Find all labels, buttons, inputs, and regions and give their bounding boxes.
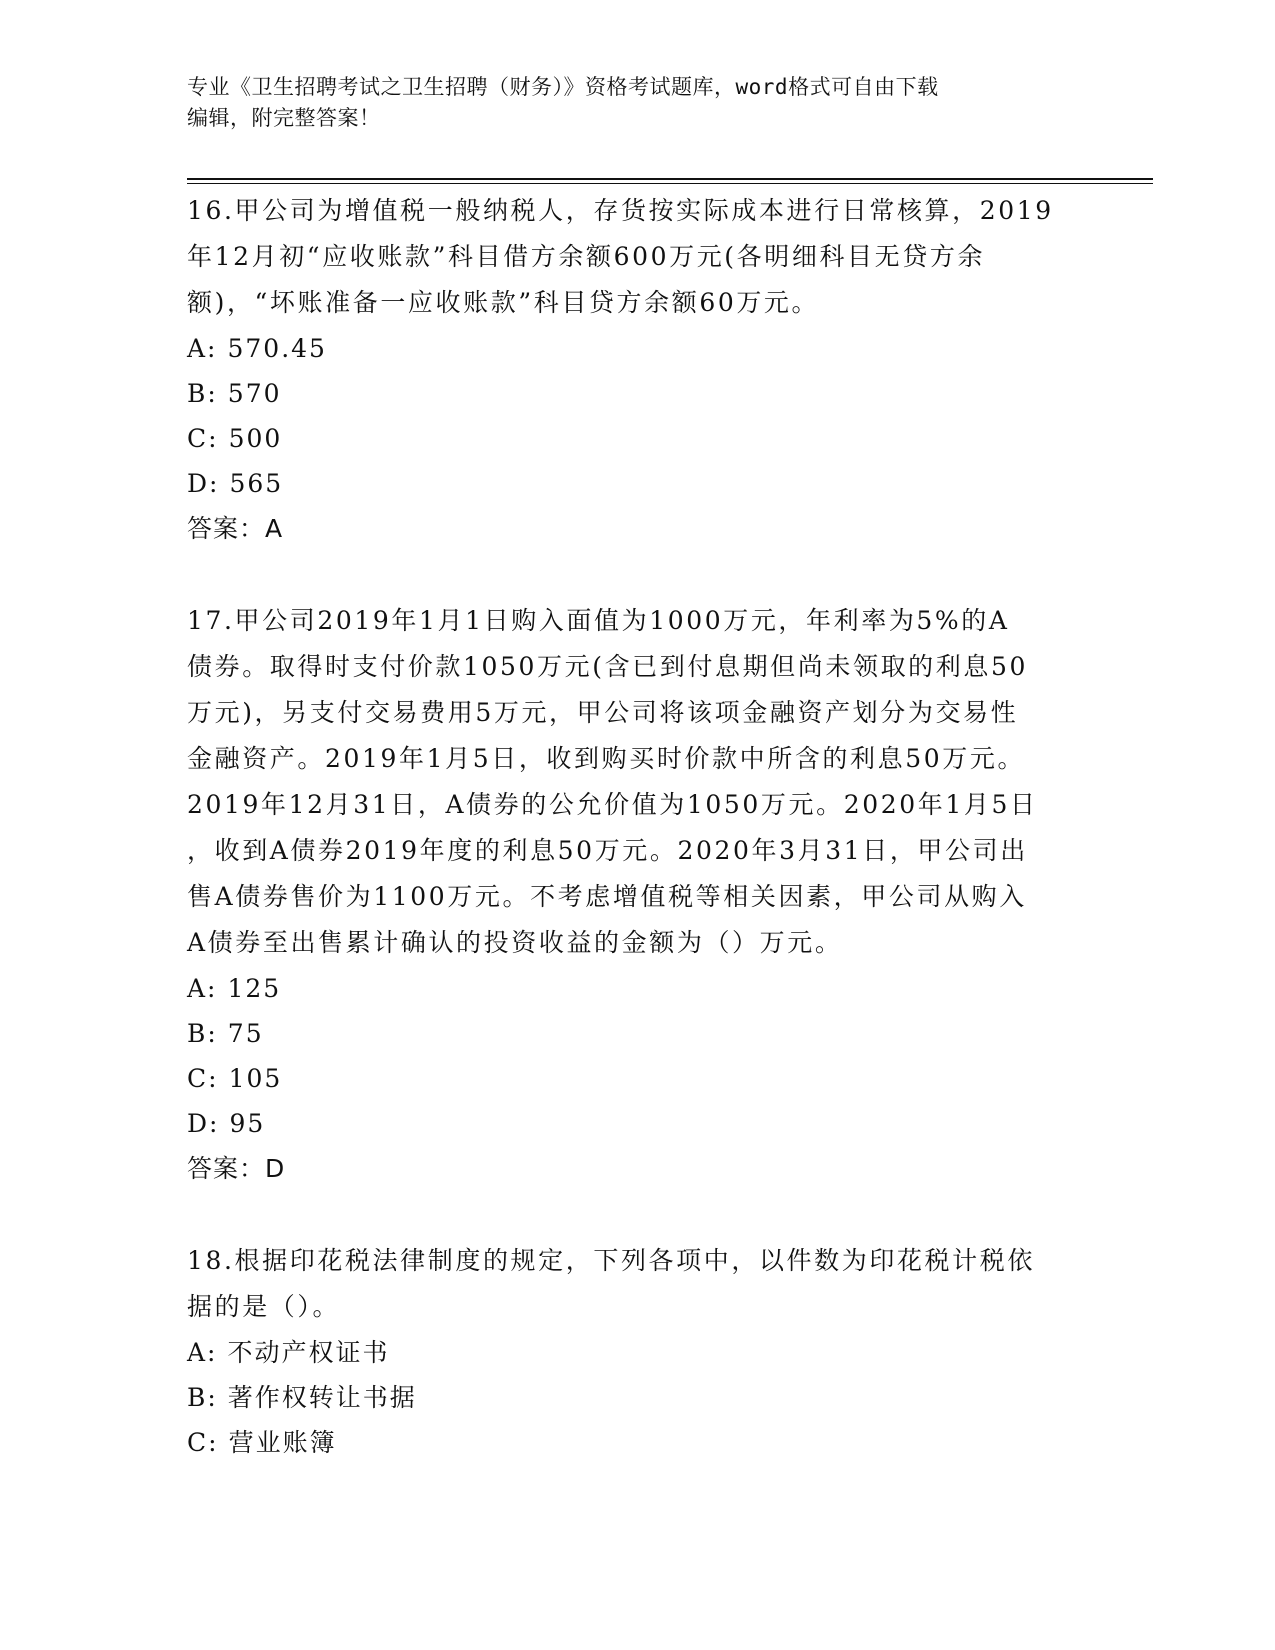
option-b <box>187 1375 1087 1420</box>
stem-line: 年12月初“应收账款”科目借方余额600万元(各明细科目无贷方余 <box>187 242 986 271</box>
option-text: 500 <box>228 424 283 453</box>
option-text: 565 <box>229 469 284 498</box>
option-b <box>187 1011 1087 1056</box>
header-rule-thin <box>187 183 1153 184</box>
option-label: B: <box>187 1383 218 1412</box>
stem-line: 据的是（）。 <box>187 1292 341 1321</box>
stem-line: 售A债券售价为1100万元。不考虑增值税等相关因素，甲公司从购入 <box>187 882 1027 911</box>
option-label: C: <box>187 1428 219 1457</box>
question-stem <box>187 598 1087 966</box>
option-label: C: <box>187 1064 219 1093</box>
option-label: B: <box>187 379 218 408</box>
option-label: A: <box>187 1338 218 1367</box>
option-c <box>187 1420 1087 1465</box>
stem-line: ，收到A债券2019年度的利息50万元。2020年3月31日，甲公司出 <box>187 836 1028 865</box>
stem-line: 额)，“坏账准备一应收账款”科目贷方余额60万元。 <box>187 288 820 317</box>
option-a <box>187 326 1087 371</box>
option-label: D: <box>187 469 220 498</box>
stem-line: 17.甲公司2019年1月1日购入面值为1000万元，年利率为5%的A <box>187 606 1010 635</box>
answer-line: 答案：D <box>187 1154 286 1183</box>
option-text: 95 <box>229 1109 266 1138</box>
question-16 <box>187 188 1087 552</box>
option-b <box>187 371 1087 416</box>
stem-line: A债券至出售累计确认的投资收益的金额为（）万元。 <box>187 928 843 957</box>
header-rule-thick <box>187 178 1153 180</box>
question-stem <box>187 1238 1087 1330</box>
option-text: 570.45 <box>227 334 327 363</box>
question-stem <box>187 188 1087 326</box>
option-a <box>187 966 1087 1011</box>
question-18 <box>187 1238 1087 1465</box>
option-text: 著作权转让书据 <box>227 1383 417 1412</box>
option-label: B: <box>187 1019 218 1048</box>
option-c <box>187 1056 1087 1101</box>
option-text: 营业账簿 <box>228 1428 337 1457</box>
option-text: 105 <box>228 1064 283 1093</box>
stem-line: 18.根据印花税法律制度的规定，下列各项中，以件数为印花税计税依 <box>187 1246 1035 1275</box>
answer-line: 答案：A <box>187 514 284 543</box>
option-label: A: <box>187 974 218 1003</box>
question-17 <box>187 598 1087 1192</box>
stem-line: 万元)，另支付交易费用5万元，甲公司将该项金融资产划分为交易性 <box>187 698 1019 727</box>
option-text: 75 <box>227 1019 264 1048</box>
option-label: C: <box>187 424 219 453</box>
stem-line: 2019年12月31日，A债券的公允价值为1050万元。2020年1月5日 <box>187 790 1038 819</box>
option-d <box>187 461 1087 506</box>
stem-line: 16.甲公司为增值税一般纳税人，存货按实际成本进行日常核算，2019 <box>187 196 1054 225</box>
option-text: 570 <box>227 379 282 408</box>
stem-line: 金融资产。2019年1月5日，收到购买时价款中所含的利息50万元。 <box>187 744 1026 773</box>
option-d <box>187 1101 1087 1146</box>
option-a <box>187 1330 1087 1375</box>
header-line: 专业《卫生招聘考试之卫生招聘（财务）》资格考试题库，word格式可自由下载 <box>187 75 939 99</box>
option-label: A: <box>187 334 218 363</box>
question-list <box>187 188 1087 1511</box>
stem-line: 债券。取得时支付价款1050万元(含已到付息期但尚未领取的利息50 <box>187 652 1028 681</box>
header-line: 编辑，附完整答案！ <box>187 106 381 130</box>
document-header <box>187 72 1087 134</box>
option-c <box>187 416 1087 461</box>
option-text: 不动产权证书 <box>227 1338 390 1367</box>
option-label: D: <box>187 1109 220 1138</box>
option-text: 125 <box>227 974 282 1003</box>
